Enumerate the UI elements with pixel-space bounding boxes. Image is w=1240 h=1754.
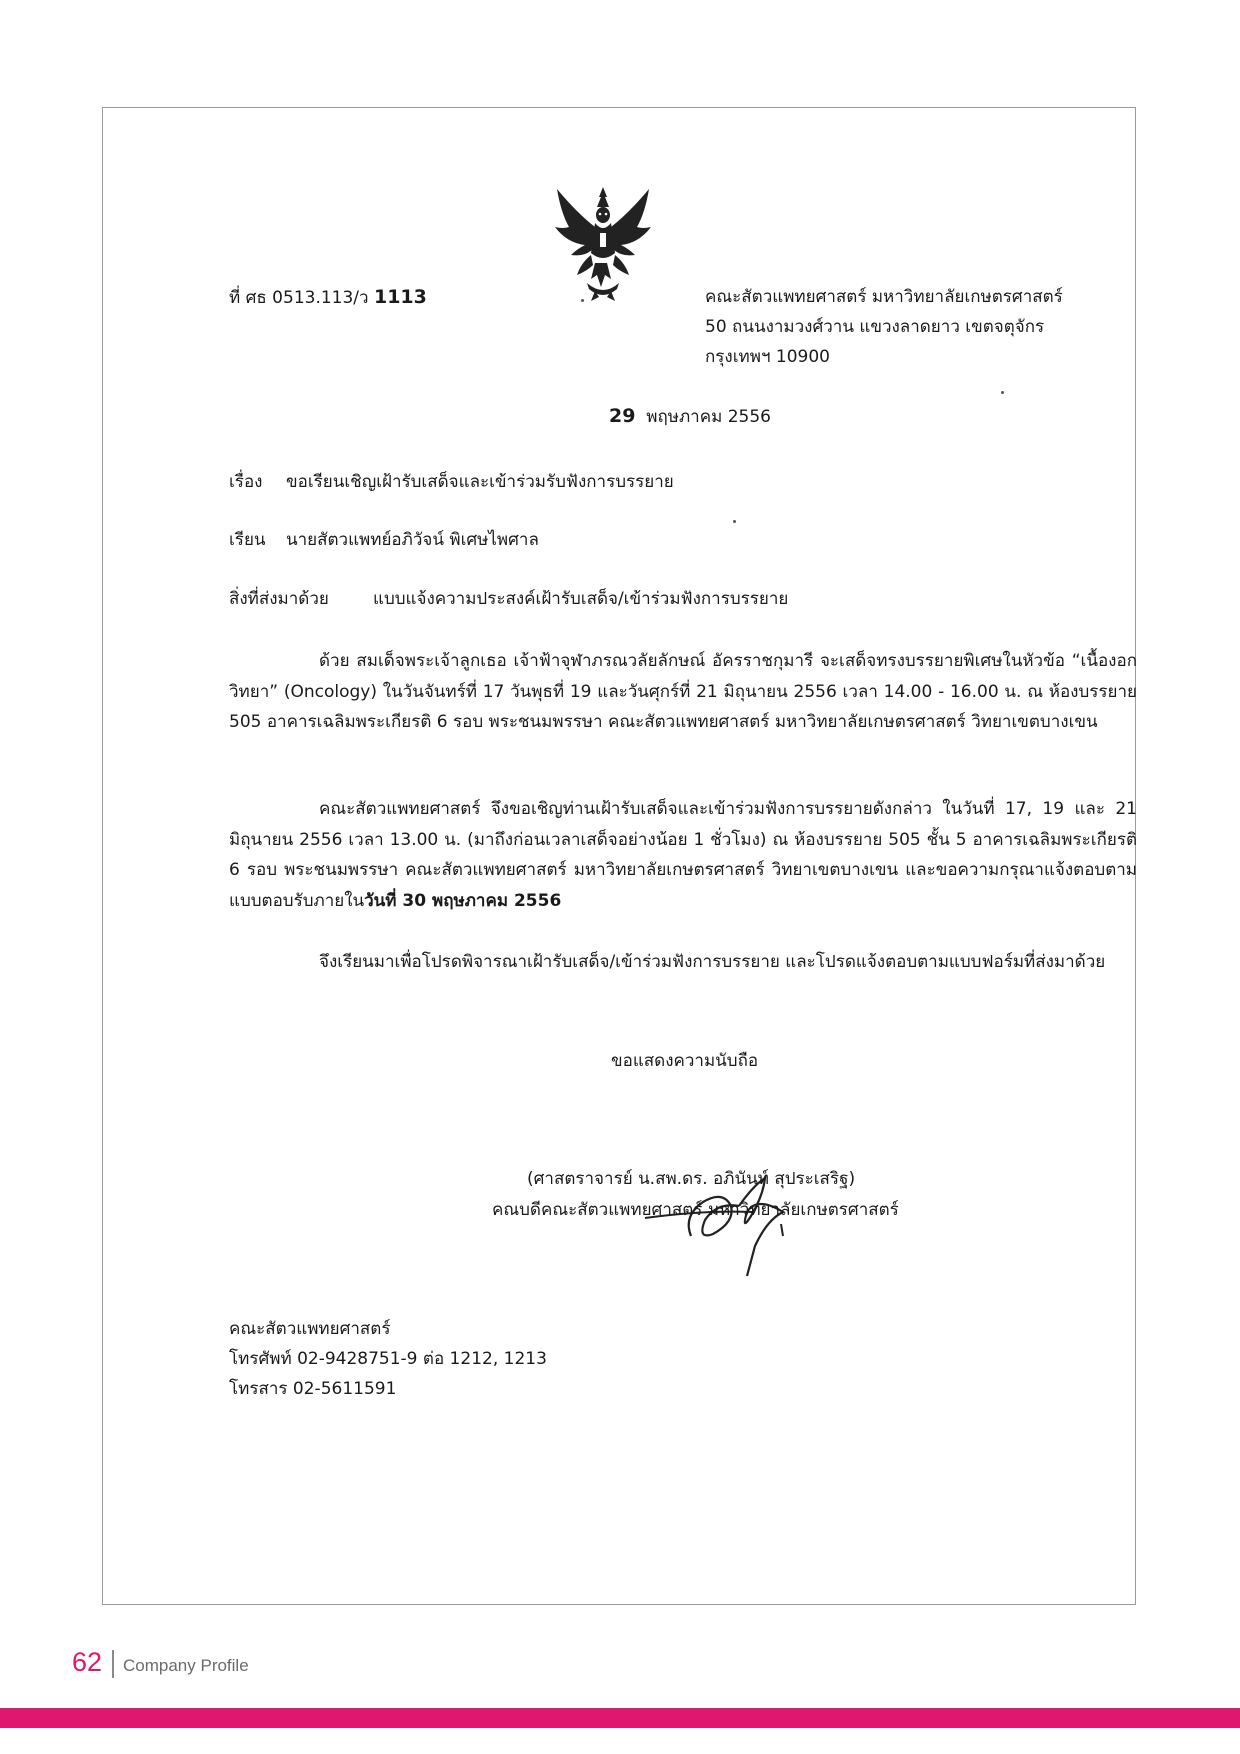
body-paragraph-3: จึงเรียนมาเพื่อโปรดพิจารณาเฝ้ารับเสด็จ/เข้าร่วมฟังการบรรยาย และโปรดแจ้งตอบตามแบบฟอร์มที่ส่งมาด้วย — [319, 952, 1106, 972]
handwritten-signature — [643, 1176, 843, 1286]
letter-page — [102, 107, 1136, 1605]
recipient-name: นายสัตวแพทย์อภิวัจน์ พิเศษไพศาล — [286, 530, 539, 550]
recipient-label: เรียน — [229, 530, 266, 550]
closing-phrase: ขอแสดงความนับถือ — [611, 1051, 759, 1071]
letter-date — [609, 405, 771, 428]
subject-text: ขอเรียนเชิญเฝ้ารับเสด็จและเข้าร่วมรับฟังการบรรยาย — [286, 472, 674, 492]
scan-speck — [733, 520, 736, 523]
contact-phone: โทรศัพท์ 02-9428751-9 ต่อ 1212, 1213 — [229, 1349, 547, 1369]
address-line-2: 50 ถนนงามวงศ์วาน แขวงลาดยาว เขตจตุจักร — [705, 317, 1045, 337]
enclosure-text: แบบแจ้งความประสงค์เฝ้ารับเสด็จ/เข้าร่วมฟังการบรรยาย — [373, 589, 789, 609]
subject-label: เรื่อง — [229, 472, 263, 492]
contact-department: คณะสัตวแพทยศาสตร์ — [229, 1319, 391, 1339]
address-line-3: กรุงเทพฯ 10900 — [705, 347, 830, 367]
footer-divider — [112, 1650, 114, 1678]
reply-deadline: วันที่ 30 พฤษภาคม 2556 — [364, 890, 562, 911]
reference-number: 1113 — [373, 286, 427, 308]
signer-title: คณบดีคณะสัตวแพทยศาสตร์ มหาวิทยาลัยเกษตรศาสตร์ — [492, 1200, 899, 1220]
scan-speck — [1001, 391, 1004, 394]
page-number: 62 — [72, 1647, 103, 1677]
reference-text: ที่ ศธ 0513.113/ว — [229, 288, 369, 308]
scan-speck — [581, 299, 584, 302]
footer-accent-band — [0, 1708, 1240, 1728]
enclosure-label: สิ่งที่ส่งมาด้วย — [229, 589, 329, 609]
signer-name: (ศาสตราจารย์ น.สพ.ดร. อภินันท์ สุประเสริฐ) — [527, 1169, 856, 1189]
garuda-emblem — [551, 183, 655, 305]
body-paragraph-2-text: คณะสัตวแพทยศาสตร์ จึงขอเชิญท่านเฝ้ารับเสด็จและเข้าร่วมฟังการบรรยายดังกล่าว ในวันที่ 17, 19 และ 21 มิถุนายน 2556 เวลา 13.00 น. (มาถึงก่อนเวลาเสด็จอย่างน้อย 1 ชั่วโมง) ณ ห้องบรรยาย 505 ชั้น 5 อาคารเฉลิมพระเกียรติ 6 รอบ พระชนมพรรษา คณะสัตวแพทยศาสตร์ มหาวิทยาลัยเกษตรศาสตร์ วิทยาเขตบางเขน และขอความกรุณาแจ้งตอบตามแบบตอบรับภายใน — [229, 799, 1137, 911]
body-paragraph-1: ด้วย สมเด็จพระเจ้าลูกเธอ เจ้าฟ้าจุฬาภรณวลัยลักษณ์ อัครราชกุมารี จะเสด็จทรงบรรยายพิเศษในหัวข้อ “เนื้องอกวิทยา” (Oncology) ในวันจันทร์ที่ 17 วันพุธที่ 19 และวันศุกร์ที่ 21 มิถุนายน 2556 เวลา 14.00 - 16.00 น. ณ ห้องบรรยาย 505 อาคารเฉลิมพระเกียรติ 6 รอบ พระชนมพรรษา คณะสัตวแพทยศาสตร์ มหาวิทยาลัยเกษตรศาสตร์ วิทยาเขตบางเขน — [229, 651, 1137, 732]
footer-label: Company Profile — [123, 1656, 249, 1675]
contact-fax: โทรสาร 02-5611591 — [229, 1379, 397, 1399]
reference-line — [229, 286, 427, 309]
date-day: 29 — [609, 405, 636, 427]
date-month-year: พฤษภาคม 2556 — [646, 407, 771, 427]
body-paragraph-2 — [229, 794, 1137, 916]
address-line-1: คณะสัตวแพทยศาสตร์ มหาวิทยาลัยเกษตรศาสตร์ — [705, 287, 1063, 307]
